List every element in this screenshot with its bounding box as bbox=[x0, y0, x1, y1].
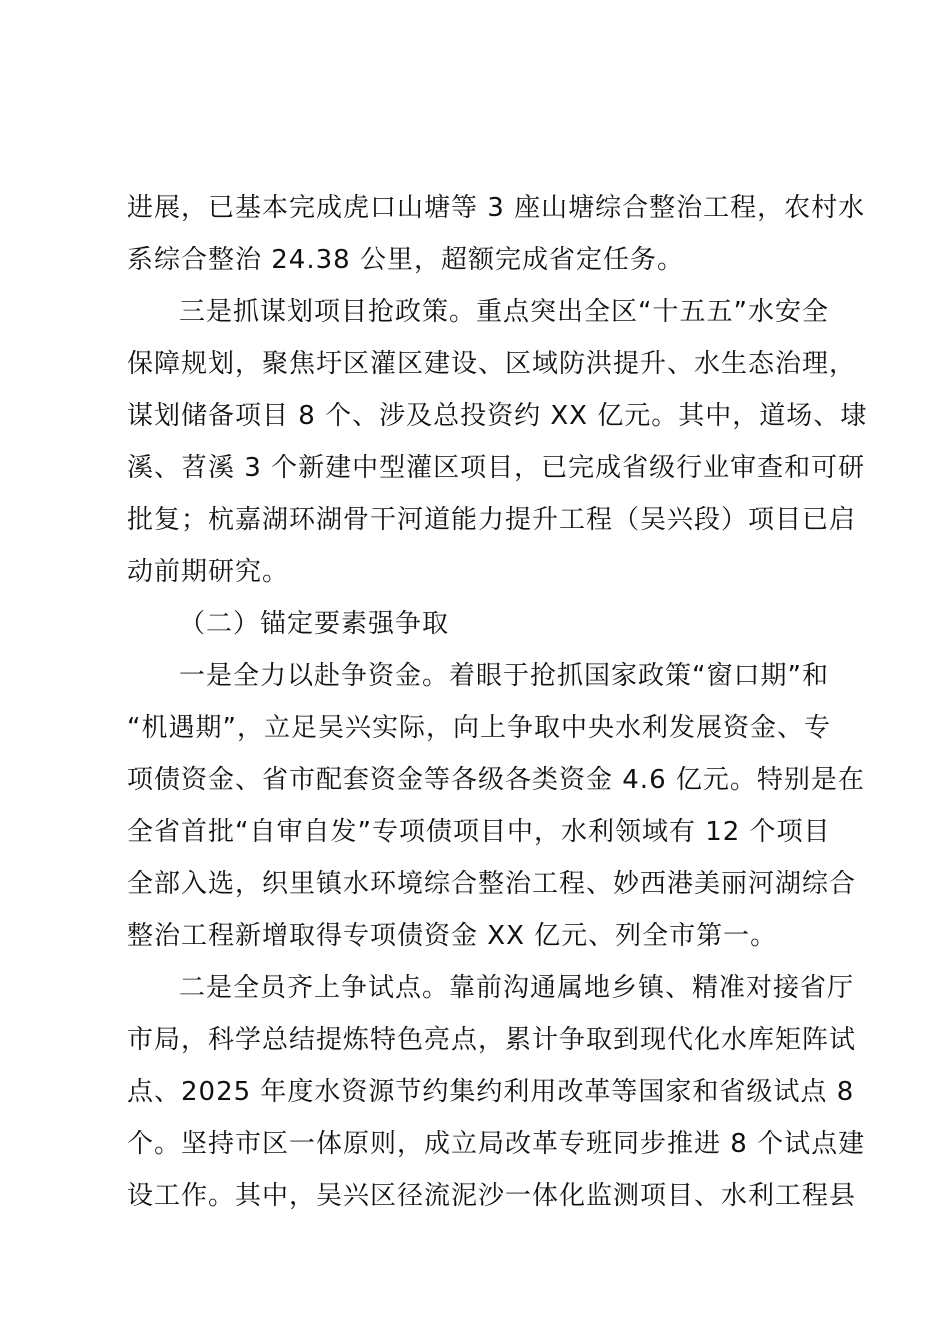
paragraph-progress-continued bbox=[127, 182, 866, 286]
text-line: 市局，科学总结提炼特色亮点，累计争取到现代化水库矩阵试 bbox=[127, 1025, 857, 1055]
text-line: 系综合整治 24.38 公里，超额完成省定任务。 bbox=[127, 245, 684, 275]
text-line: 二是全员齐上争试点。靠前沟通属地乡镇、精准对接省厅 bbox=[179, 973, 855, 1003]
section-heading bbox=[127, 598, 830, 650]
text-line: 谋划储备项目 8 个、涉及总投资约 XX 亿元。其中，道场、埭 bbox=[127, 401, 868, 431]
text-line: 整治工程新增取得专项债资金 XX 亿元、列全市第一。 bbox=[127, 921, 778, 951]
text-line: “机遇期”，立足吴兴实际，向上争取中央水利发展资金、专 bbox=[127, 713, 831, 743]
text-line: 全省首批“自审自发”专项债项目中，水利领域有 12 个项目 bbox=[127, 817, 831, 847]
text-line: 进展，已基本完成虎口山塘等 3 座山塘综合整治工程，农村水 bbox=[127, 193, 866, 223]
text-line: 个。坚持市区一体原则，成立局改革专班同步推进 8 个试点建 bbox=[127, 1129, 866, 1159]
text-line: 一是全力以赴争资金。着眼于抢抓国家政策“窗口期”和 bbox=[179, 661, 829, 691]
paragraph-planning-projects bbox=[127, 286, 868, 598]
paragraph-funding bbox=[127, 650, 865, 962]
text-line: 动前期研究。 bbox=[127, 557, 290, 587]
text-line: 设工作。其中，吴兴区径流泥沙一体化监测项目、水利工程县 bbox=[127, 1181, 857, 1211]
text-line: 溪、苕溪 3 个新建中型灌区项目，已完成省级行业审查和可研 bbox=[127, 453, 866, 483]
text-line: 保障规划，聚焦圩区灌区建设、区域防洪提升、水生态治理， bbox=[127, 349, 857, 379]
text-line: 项债资金、省市配套资金等各级各类资金 4.6 亿元。特别是在 bbox=[127, 765, 865, 795]
text-line: 三是抓谋划项目抢政策。重点突出全区“十五五”水安全 bbox=[179, 297, 829, 327]
paragraph-pilots bbox=[127, 962, 866, 1222]
text-line: 全部入选，织里镇水环境综合整治工程、妙西港美丽河湖综合 bbox=[127, 869, 857, 899]
heading-text: （二）锚定要素强争取 bbox=[179, 609, 450, 639]
text-line: 批复；杭嘉湖环湖骨干河道能力提升工程（吴兴段）项目已启 bbox=[127, 505, 857, 535]
text-line: 点、2025 年度水资源节约集约利用改革等国家和省级试点 8 bbox=[127, 1077, 855, 1107]
